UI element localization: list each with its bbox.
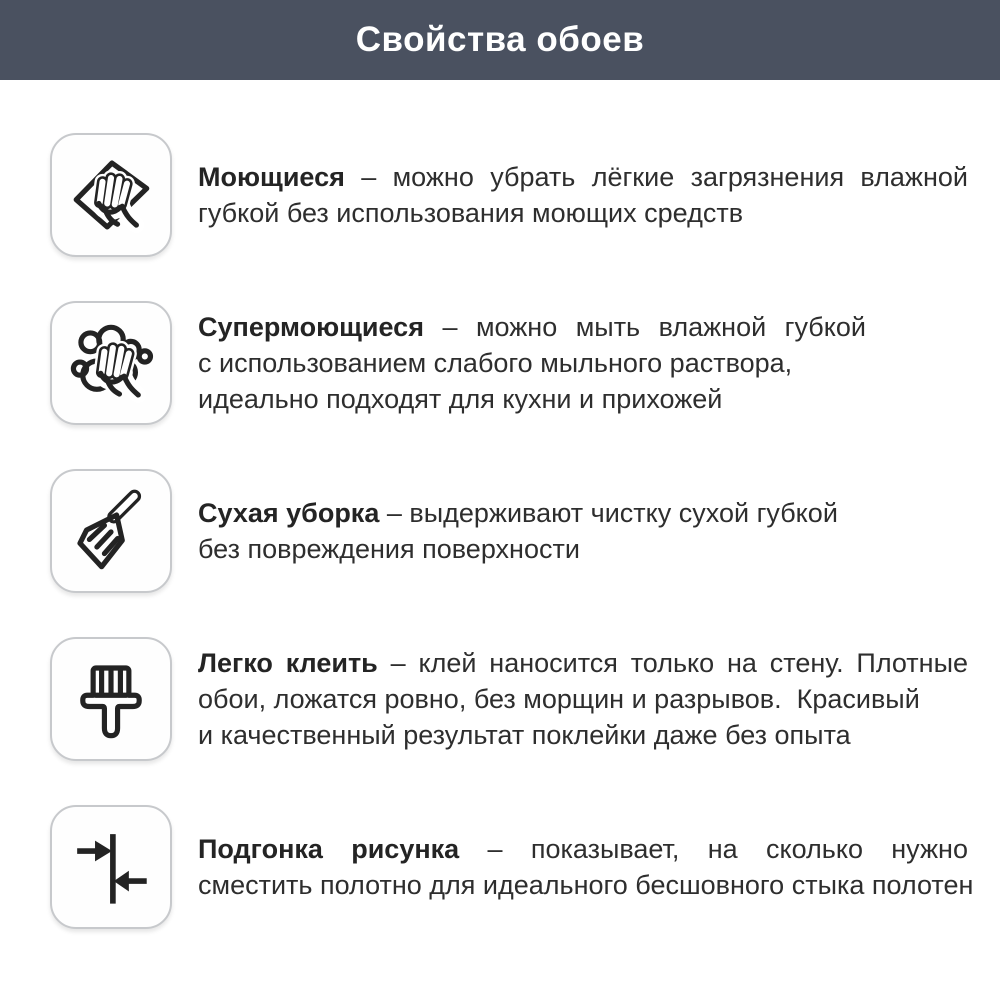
list-item-pattern-match	[50, 805, 974, 929]
item-text	[198, 159, 968, 231]
pattern-match-icon	[64, 820, 158, 914]
item-desc-line: и качественный результат поклейки даже без опыта	[198, 720, 851, 750]
icon-box	[50, 637, 172, 761]
item-term: Моющиеся	[198, 162, 345, 192]
list-item-easy-gluing	[50, 637, 970, 761]
icon-box	[50, 301, 172, 425]
item-desc-line: – клей наносится только на стену. Плотные	[390, 648, 968, 678]
page-title: Свойства обоев	[355, 20, 645, 59]
item-desc-line: обои, ложатся ровно, без морщин и разрывов. Красивый	[198, 684, 920, 714]
icon-box	[50, 805, 172, 929]
icon-box	[50, 469, 172, 593]
item-desc-line: – можно мыть влажной губкой	[442, 312, 866, 342]
item-text	[198, 831, 974, 903]
broom-icon	[64, 484, 158, 578]
item-term: Подгонка рисунка	[198, 834, 460, 864]
title-bar	[0, 0, 1000, 80]
item-desc-line: с использованием слабого мыльного раствора,	[198, 348, 793, 378]
item-desc-line: сместить полотно для идеального бесшовного стыка полотен	[198, 870, 974, 900]
item-desc-line: – можно убрать лёгкие загрязнения влажной	[361, 162, 968, 192]
properties-list	[0, 80, 1000, 929]
item-term: Легко клеить	[198, 648, 378, 678]
item-desc-line: губкой без использования моющих средств	[198, 198, 744, 228]
paintbrush-icon	[64, 652, 158, 746]
item-desc-line: без повреждения поверхности	[198, 534, 580, 564]
list-item-dry-cleaning	[50, 469, 970, 593]
list-item-super-washable	[50, 301, 970, 425]
item-term: Сухая уборка	[198, 498, 380, 528]
item-desc-line: – показывает, на сколько нужно	[487, 834, 968, 864]
list-item-washable	[50, 133, 970, 257]
item-desc-line: – выдерживают чистку сухой губкой	[386, 498, 838, 528]
soap-bubbles-hand-icon	[64, 316, 158, 410]
item-text	[198, 645, 968, 753]
item-text	[198, 309, 968, 417]
item-term: Супермоющиеся	[198, 312, 424, 342]
wipe-hand-icon	[64, 148, 158, 242]
item-text	[198, 495, 968, 567]
icon-box	[50, 133, 172, 257]
item-desc-line: идеально подходят для кухни и прихожей	[198, 384, 723, 414]
